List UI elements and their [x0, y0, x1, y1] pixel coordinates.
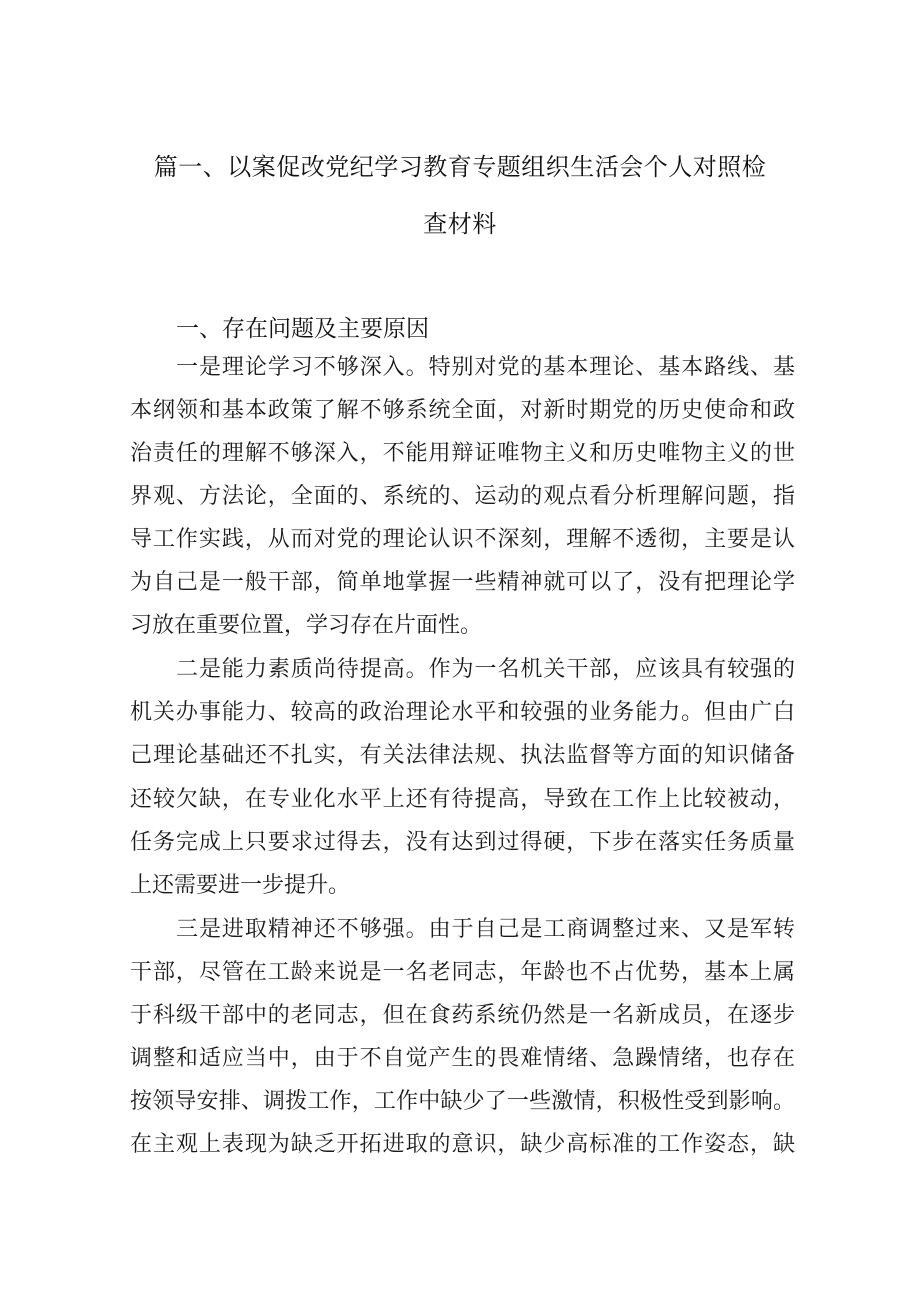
paragraph-1-line-3: 治责任的理解不够深入，不能用辩证唯物主义和历史唯物主义的世 [130, 441, 795, 466]
paragraph-3-line-6: 在主观上表现为缺乏开拓进取的意识，缺少高标准的工作姿态，缺 [130, 1132, 795, 1157]
paragraph-1-line-4: 界观、方法论，全面的、系统的、运动的观点看分析理解问题，指 [130, 484, 795, 509]
paragraph-2-line-3: 己理论基础还不扎实，有关法律法规、执法监督等方面的知识储备 [130, 743, 795, 768]
paragraph-2-line-1: 二是能力素质尚待提高。作为一名机关干部，应该具有较强的 [176, 657, 795, 682]
paragraph-3-line-3: 于科级干部中的老同志，但在食药系统仍然是一名新成员，在逐步 [130, 1003, 795, 1028]
paragraph-2-line-6: 上还需要进一步提升。 [130, 873, 351, 898]
paragraph-2-line-2: 机关办事能力、较高的政治理论水平和较强的业务能力。但由广白 [130, 700, 795, 725]
paragraph-1-line-7: 习放在重要位置，学习存在片面性。 [130, 613, 483, 638]
paragraph-3-line-2: 干部，尽管在工龄来说是一名老同志，年龄也不占优势，基本上属 [130, 960, 795, 985]
document-title-line-1: 篇一、以案促改党纪学习教育专题组织生活会个人对照检 [153, 153, 767, 181]
paragraph-3-line-5: 按领导安排、调拨工作，工作中缺少了一些激情，积极性受到影响。 [130, 1089, 795, 1114]
paragraph-1-line-5: 导工作实践，从而对党的理论认识不深刻，理解不透彻，主要是认 [130, 527, 795, 552]
paragraph-2-line-4: 还较欠缺，在专业化水平上还有待提高，导致在工作上比较被动， [130, 787, 795, 812]
paragraph-2-line-5: 任务完成上只要求过得去，没有达到过得硬，下步在落实任务质量 [130, 830, 795, 855]
paragraph-3-line-1: 三是进取精神还不够强。由于自己是工商调整过来、又是军转 [176, 917, 795, 942]
document-title-line-2: 查材料 [423, 210, 497, 238]
paragraph-1-line-6: 为自己是一般干部，简单地掌握一些精神就可以了，没有把理论学 [130, 570, 795, 595]
section-heading: 一、存在问题及主要原因 [176, 316, 429, 342]
paragraph-1-line-2: 本纲领和基本政策了解不够系统全面，对新时期党的历史使命和政 [130, 398, 795, 423]
paragraph-1-line-1: 一是理论学习不够深入。特别对党的基本理论、基本路线、基 [176, 355, 795, 380]
paragraph-3-line-4: 调整和适应当中，由于不自觉产生的畏难情绪、急躁情绪，也存在 [130, 1046, 795, 1071]
